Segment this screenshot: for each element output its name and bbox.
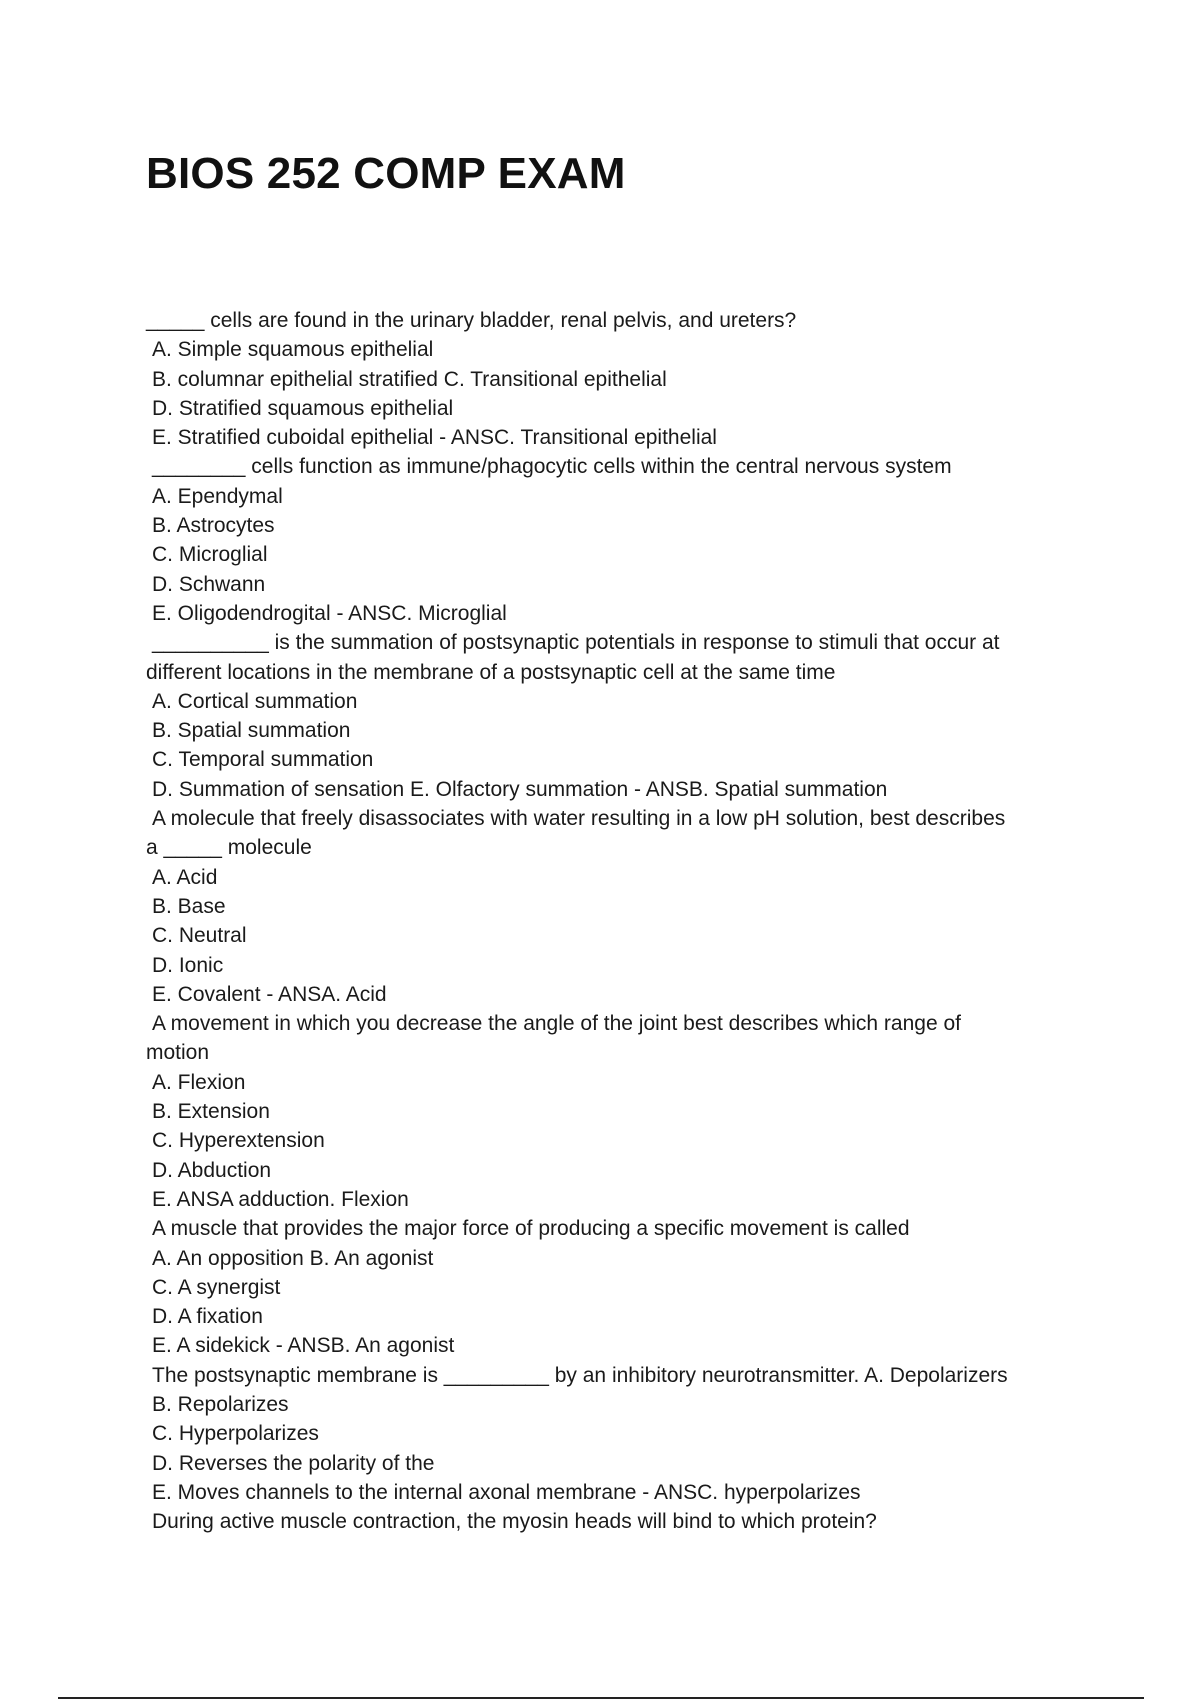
question-4-stem: A molecule that freely disassociates with water resulting in a low pH solution, best describes — [152, 807, 1006, 831]
question-4-option-c: C. Neutral — [152, 924, 247, 948]
footer-divider — [58, 1697, 1144, 1699]
question-4-option-b: B. Base — [152, 894, 226, 918]
question-2-option-e-answer: E. Oligodendrogital - ANSC. Microglial — [152, 601, 507, 625]
question-7-option-b: B. Repolarizes — [152, 1392, 289, 1416]
question-6-option-e-answer: E. A sidekick - ANSB. An agonist — [152, 1334, 455, 1358]
question-1-option-b-c: B. columnar epithelial stratified C. Transitional epithelial — [152, 367, 667, 391]
question-3-option-d-e-answer: D. Summation of sensation E. Olfactory summation - ANSB. Spatial summation — [152, 777, 888, 801]
question-7-option-e-answer: E. Moves channels to the internal axonal membrane - ANSC. hyperpolarizes — [152, 1480, 861, 1504]
question-1-option-a: A. Simple squamous epithelial — [152, 338, 434, 362]
question-6-stem: A muscle that provides the major force of producing a specific movement is called — [152, 1217, 910, 1241]
question-5-option-b: B. Extension — [152, 1100, 270, 1124]
question-1-stem: _____ cells are found in the urinary bladder, renal pelvis, and ureters? — [146, 309, 797, 332]
question-6-option-d: D. A fixation — [152, 1305, 263, 1329]
question-5-option-a: A. Flexion — [152, 1070, 246, 1094]
question-2-option-d: D. Schwann — [152, 572, 266, 596]
question-6-option-a-b: A. An opposition B. An agonist — [152, 1246, 434, 1270]
question-1-option-e-answer: E. Stratified cuboidal epithelial - ANSC. Transitional epithelial — [152, 426, 717, 450]
question-5-option-e-answer: E. ANSA adduction. Flexion — [152, 1187, 409, 1211]
question-3-option-c: C. Temporal summation — [152, 748, 374, 772]
question-2-stem: ________ cells function as immune/phagocytic cells within the central nervous system — [152, 455, 952, 479]
question-4-option-d: D. Ionic — [152, 953, 224, 977]
question-3-option-b: B. Spatial summation — [152, 719, 351, 743]
question-3-option-a: A. Cortical summation — [152, 689, 358, 713]
question-4-option-a: A. Acid — [152, 865, 218, 889]
question-4-option-e-answer: E. Covalent - ANSA. Acid — [152, 982, 387, 1006]
question-2-option-a: A. Ependymal — [152, 484, 283, 508]
question-2-option-c: C. Microglial — [152, 543, 268, 567]
question-5-stem: A movement in which you decrease the angle of the joint best describes which range of — [152, 1012, 961, 1036]
question-7-stem: The postsynaptic membrane is _________ by an inhibitory neurotransmitter. A. Depolarizers — [152, 1363, 1008, 1387]
question-1-option-d: D. Stratified squamous epithelial — [152, 396, 454, 420]
question-3-stem-continued: different locations in the membrane of a postsynaptic cell at the same time — [146, 660, 836, 684]
document-title: BIOS 252 COMP EXAM — [146, 149, 626, 198]
question-7-option-d: D. Reverses the polarity of the — [152, 1451, 435, 1475]
document-body — [146, 306, 1076, 1536]
question-4-stem-continued: a _____ molecule — [146, 836, 312, 860]
question-6-option-c: C. A synergist — [152, 1275, 281, 1299]
question-5-stem-continued: motion — [146, 1041, 210, 1065]
question-8-stem: During active muscle contraction, the myosin heads will bind to which protein? — [152, 1510, 877, 1534]
question-5-option-d: D. Abduction — [152, 1158, 272, 1182]
question-5-option-c: C. Hyperextension — [152, 1129, 325, 1153]
question-2-option-b: B. Astrocytes — [152, 514, 275, 538]
question-3-stem: __________ is the summation of postsynaptic potentials in response to stimuli that occur at — [152, 631, 1000, 655]
question-7-option-c: C. Hyperpolarizes — [152, 1422, 319, 1446]
